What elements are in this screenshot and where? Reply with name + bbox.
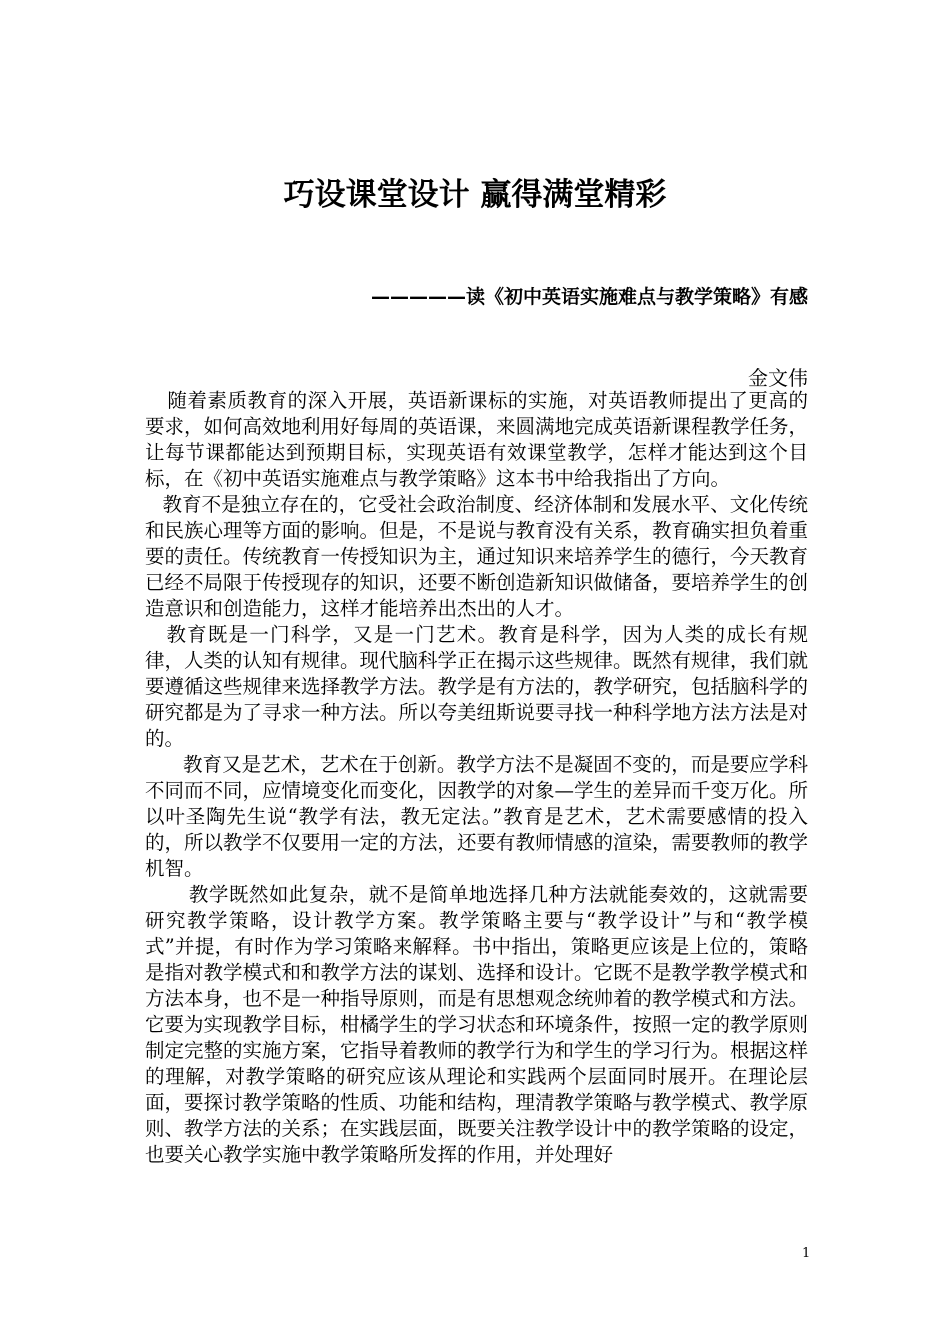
page-number: 1 [802, 1246, 811, 1261]
author-name: 金文伟 [748, 366, 808, 390]
paragraph-4: 教育又是艺术，艺术在于创新。教学方法不是凝固不变的，而是要应学科不同而不同，应情境变化而变化，因教学的对象—学生的差异而千变万化。所以叶圣陶先生说“教学有法，教无定法。”教育是艺术，艺术需要感情的投入的，所以教学不仅要用一定的方法，还要有教师情感的渲染，需要教师的教学机智。 [145, 753, 809, 880]
paragraph-2: 教育不是独立存在的，它受社会政治制度、经济体制和发展水平、文化传统和民族心理等方面的影响。但是，不是说与教育没有关系，教育确实担负着重要的责任。传统教育一传授知识为主，通过知识来培养学生的德行，今天教育已经不局限于传授现存的知识，还要不断创造新知识做储备，要培养学生的创造意识和创造能力，这样才能培养出杰出的人才。 [145, 493, 809, 620]
paragraph-5: 教学既然如此复杂，就不是简单地选择几种方法就能奏效的，这就需要研究教学策略，设计教学方案。教学策略主要与“教学设计”与和“教学模式”并提，有时作为学习策略来解释。书中指出，策略更应该是上位的，策略是指对教学模式和和教学方法的谋划、选择和设计。它既不是教学教学模式和方法本身，也不是一种指导原则，而是有思想观念统帅着的教学模式和方法。它要为实现教学目标，柑橘学生的学习状态和环境条件，按照一定的教学原则制定完整的实施方案，它指导着教师的教学行为和学生的学习行为。根据这样的理解，对教学策略的研究应该从理论和实践两个层面同时展开。在理论层面，要探讨教学策略的性质、功能和结构，理清教学策略与教学模式、教学原则、教学方法的关系；在实践层面，既要关注教学设计中的教学策略的设定，也要关心教学实施中教学策略所发挥的作用，并处理好 [145, 883, 809, 1166]
article-body [145, 388, 808, 1168]
paragraph-1: 随着素质教育的深入开展，英语新课标的实施，对英语教师提出了更高的要求，如何高效地利用好每周的英语课，来圆满地完成英语新课程教学任务，让每节课都能达到预期目标，实现英语有效课堂教学，怎样才能达到这个目标，在《初中英语实施难点与教学策略》这本书中给我指出了方向。 [145, 389, 809, 490]
document-title: 巧设课堂设计 赢得满堂精彩 [283, 176, 667, 213]
paragraph-3: 教育既是一门科学，又是一门艺术。教育是科学，因为人类的成长有规律，人类的认知有规律。现代脑科学正在揭示这些规律。既然有规律，我们就要遵循这些规律来选择教学方法。教学是有方法的，教学研究，包括脑科学的研究都是为了寻求一种方法。所以夸美纽斯说要寻找一种科学地方法方法是对的。 [145, 623, 809, 750]
document-subtitle: —————读《初中英语实施难点与教学策略》有感 [370, 286, 808, 308]
